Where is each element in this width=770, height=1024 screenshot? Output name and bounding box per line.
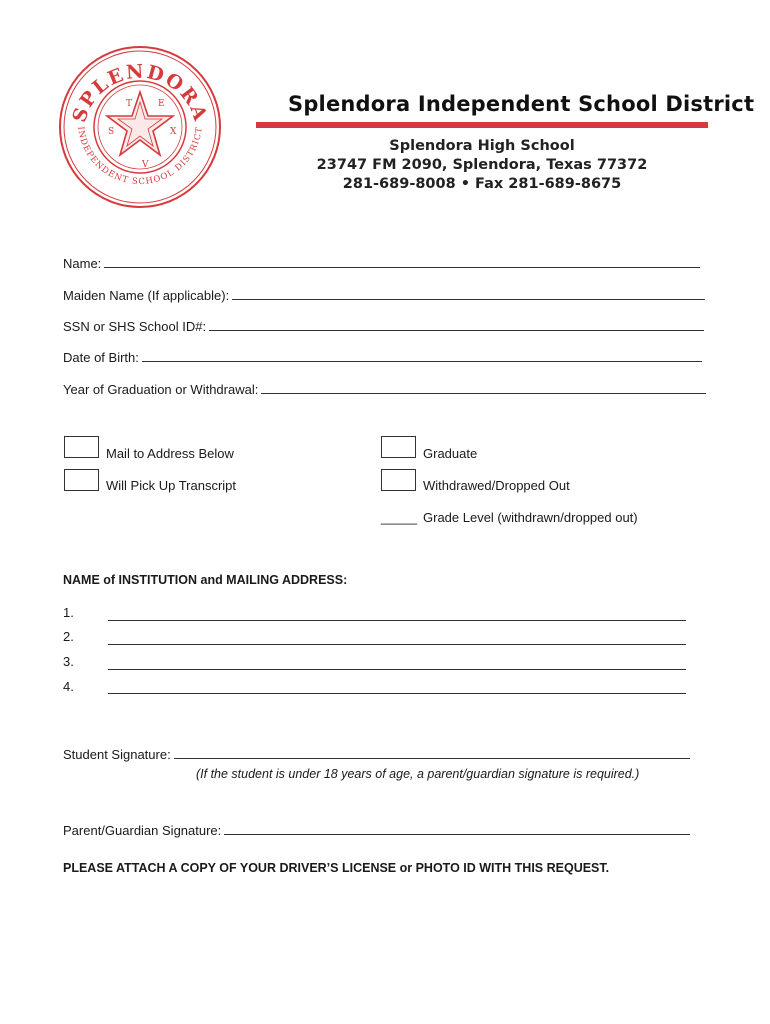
dob-field[interactable] (63, 350, 702, 365)
ssn-input-line[interactable] (209, 319, 704, 331)
grade-level-label: Grade Level (withdrawn/dropped out) (423, 510, 638, 525)
name-label: Name: (63, 256, 102, 271)
parent-signature-line[interactable] (224, 823, 690, 835)
student-signature-field[interactable] (63, 747, 690, 762)
institution-line-1[interactable] (108, 619, 686, 621)
parent-signature-field[interactable] (63, 823, 690, 838)
graduation-year-label: Year of Graduation or Withdrawal: (63, 382, 259, 397)
district-seal-logo (58, 42, 222, 212)
grade-level-blank[interactable]: _____ (381, 510, 418, 525)
graduate-label: Graduate (423, 446, 478, 461)
svg-text:E: E (158, 99, 165, 109)
name-input-line[interactable] (104, 256, 700, 268)
graduate-checkbox[interactable] (381, 436, 416, 458)
institution-number-3: 3. (63, 654, 74, 669)
maiden-name-input-line[interactable] (232, 288, 705, 300)
district-name: Splendora Independent School District (288, 92, 755, 116)
parent-signature-label: Parent/Guardian Signature: (63, 823, 222, 838)
student-signature-label: Student Signature: (63, 747, 171, 762)
graduation-year-input-line[interactable] (261, 382, 706, 394)
svg-text:X: X (170, 127, 177, 137)
ssn-field[interactable] (63, 319, 704, 334)
maiden-name-field[interactable] (63, 288, 705, 303)
institution-line-4[interactable] (108, 692, 686, 694)
dob-label: Date of Birth: (63, 350, 139, 365)
mail-checkbox[interactable] (64, 436, 99, 458)
svg-text:V: V (142, 160, 149, 170)
svg-text:SPLENDORA: SPLENDORA (68, 60, 212, 126)
pickup-checkbox[interactable] (64, 469, 99, 491)
dob-input-line[interactable] (142, 350, 702, 362)
svg-text:INDEPENDENT SCHOOL DISTRICT: INDEPENDENT SCHOOL DISTRICT (75, 125, 205, 188)
attach-id-notice: PLEASE ATTACH A COPY OF YOUR DRIVER’S LICENSE or PHOTO ID WITH THIS REQUEST. (63, 861, 610, 875)
withdrawn-label: Withdrawed/Dropped Out (423, 478, 570, 493)
school-address: 23747 FM 2090, Splendora, Texas 77372 (316, 157, 648, 173)
school-name: Splendora High School (389, 138, 575, 154)
svg-text:T: T (126, 99, 133, 109)
name-field[interactable] (63, 256, 700, 271)
graduation-year-field[interactable] (63, 382, 706, 397)
institution-section-title: NAME of INSTITUTION and MAILING ADDRESS: (63, 573, 348, 587)
school-phone-fax: 281-689-8008 • Fax 281-689-8675 (342, 176, 622, 192)
student-signature-line[interactable] (174, 747, 690, 759)
pickup-label: Will Pick Up Transcript (106, 478, 237, 493)
institution-number-1: 1. (63, 605, 74, 620)
ssn-label: SSN or SHS School ID#: (63, 319, 207, 334)
institution-line-3[interactable] (108, 668, 686, 670)
header-divider (256, 122, 708, 128)
maiden-name-label: Maiden Name (If applicable): (63, 288, 230, 303)
institution-number-2: 2. (63, 629, 74, 644)
withdrawn-checkbox[interactable] (381, 469, 416, 491)
minor-signature-note: (If the student is under 18 years of age, a parent/guardian signature is required.) (196, 767, 640, 781)
mail-label: Mail to Address Below (106, 446, 234, 461)
svg-text:S: S (108, 127, 115, 137)
institution-line-2[interactable] (108, 643, 686, 645)
institution-number-4: 4. (63, 679, 74, 694)
